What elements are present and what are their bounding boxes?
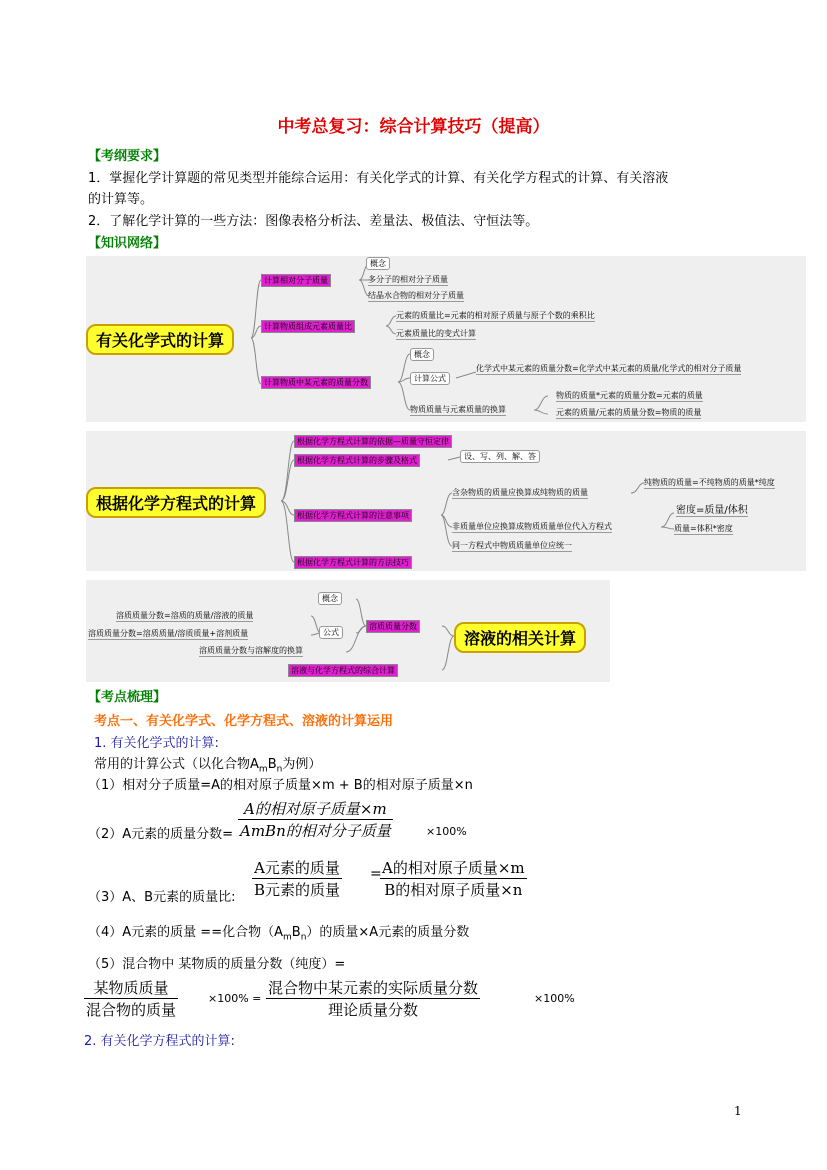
formula-5-right-fraction [266,977,480,1020]
solution-leaf-concept: 概念 [318,592,342,605]
kaogang-item-2: 2．了解化学计算的一些方法：图像表格分析法、差量法、极值法、守恒法等。 [88,214,539,229]
formula-1-molecular-mass: （1）相对分子质量=A的相对原子质量×m + B的相对原子质量×n [88,778,473,793]
formula-2-numerator: A的相对原子质量×m [244,800,387,818]
mindmap-equation-central: 根据化学方程式的计算 [86,487,266,518]
section-zhishi: 【知识网络】 [88,236,167,251]
equation-branch-notes: 根据化学方程式计算的注意事项 [294,509,412,522]
formula-leaf-ratio-def: 元素的质量比=元素的相对原子质量与原子个数的乘积比 [396,311,595,320]
formula-5-left-fraction [84,977,178,1020]
formula-5-right-denominator: 理论质量分数 [266,998,480,1020]
equation-purity-formula: 纯物质的质量=不纯物质的质量*纯度 [644,478,775,487]
formula-fraction-formula: 化学式中某元素的质量分数=化学式中某元素的质量/化学式的相对分子质量 [476,364,742,373]
section-kaogang: 【考纲要求】 [88,149,167,164]
equation-density-formula: 密度=质量/体积 [676,505,748,516]
mindmap-formula-central: 有关化学式的计算 [86,324,234,355]
formula-3-left-fraction [252,857,342,900]
formula-3-left-numerator: A元素的质量 [254,859,340,877]
formula-conversion-1: 物质的质量*元素的质量分数=元素的质量 [556,391,703,400]
equation-branch-steps: 根据化学方程式计算的步骤及格式 [294,454,420,467]
formula-5-left-denominator: 混合物的质量 [84,998,178,1020]
formula-2-denominator: AmBn的相对分子质量 [238,819,393,841]
formula-branch-molecular-mass: 计算相对分子质量 [261,274,331,287]
common-formula-intro: 常用的计算公式（以化合物$A_mB_n$为例） [94,757,322,775]
subheading-equation-calc: 2. 有关化学方程式的计算: [84,1034,235,1049]
page-number: 1 [734,1104,742,1118]
formula-leaf-conversion: 物质质量与元素质量的换算 [410,405,506,414]
formula-3-right-denominator: B的相对原子质量×n [380,878,527,900]
formula-3-left-denominator: B元素的质量 [252,878,342,900]
formula-5-right-numerator: 混合物中某元素的实际质量分数 [268,979,479,997]
formula-3-right-numerator: A的相对原子质量×m [382,859,525,877]
kaodian-1-title: 考点一、有关化学式、化学方程式、溶液的计算运用 [94,714,394,729]
section-kaodian: 【考点梳理】 [88,690,167,705]
mindmap-equation-panel [86,431,806,571]
formula-2-fraction [238,798,393,841]
page-title: 中考总复习：综合计算技巧（提高） [277,117,550,137]
formula-5-left-numerator: 某物质质量 [93,979,169,997]
solution-solubility-convert: 溶质质量分数与溶解度的换算 [199,646,303,655]
solution-branch-equation: 溶液与化学方程式的综合计算 [288,664,398,677]
formula-5-label: （5）混合物中 某物质的质量分数（纯度）= [88,957,346,972]
equation-mass-formula: 质量=体积*密度 [674,524,733,533]
equation-branch-tips: 根据化学方程式计算的方法技巧 [294,556,412,569]
formula-2-label: （2）A元素的质量分数= [88,827,234,842]
formula-leaf-fraction-concept: 概念 [410,348,434,361]
mindmap-solution-panel [86,580,610,682]
equation-leaf-unit-same: 同一方程式中物质质量单位应统一 [452,541,572,550]
formula-5-tail: ×100% [534,992,575,1005]
solution-leaf-formula: 公式 [319,626,343,639]
formula-3-label: （3）A、B元素的质量比: [88,890,236,905]
formula-leaf-hydrate: 结晶水合物的相对分子质量 [368,291,464,300]
formula-leaf-calc-formula: 计算公式 [410,372,450,385]
equation-leaf-impure: 含杂物质的质量应换算成纯物质的质量 [452,488,588,497]
formula-3-right-fraction [380,857,527,900]
formula-leaf-concept: 概念 [366,257,390,270]
solution-formula-2: 溶质质量分数=溶质质量/溶质质量+溶剂质量 [88,629,249,638]
equation-leaf-steps: 设、写、列、解、答 [460,450,540,463]
solution-formula-1: 溶质质量分数=溶质的质量/溶液的质量 [116,611,254,620]
formula-conversion-2: 元素的质量/元素的质量分数=物质的质量 [556,408,702,417]
formula-3-equals: = [370,866,382,882]
formula-branch-mass-ratio: 计算物质组成元素质量比 [261,320,355,333]
equation-branch-basis: 根据化学方程式计算的依据—质量守恒定律 [294,435,452,448]
mindmap-formula-panel [86,256,806,422]
kaogang-item-1-cont: 的计算等。 [88,192,154,207]
formula-branch-mass-fraction: 计算物质中某元素的质量分数 [261,376,371,389]
formula-4-element-mass: （4）A元素的质量 ==化合物$(A_mB_n)$的质量×A元素的质量分数 [88,925,470,943]
solution-branch-fraction: 溶质质量分数 [366,620,420,633]
mindmap-solution-central: 溶液的相关计算 [454,622,586,653]
equation-leaf-unit-convert: 非质量单位应换算成物质质量单位代入方程式 [452,522,612,531]
formula-leaf-ratio-variant: 元素质量比的变式计算 [396,329,476,338]
formula-2-tail: ×100% [426,825,467,838]
subheading-formula-calc: 1. 有关化学式的计算: [94,736,219,751]
kaogang-item-1: 1．掌握化学计算题的常见类型并能综合运用：有关化学式的计算、有关化学方程式的计算、有关溶液 [88,171,669,186]
formula-5-middle: ×100% = [208,992,262,1005]
formula-leaf-multi-molecule: 多分子的相对分子质量 [368,275,448,284]
